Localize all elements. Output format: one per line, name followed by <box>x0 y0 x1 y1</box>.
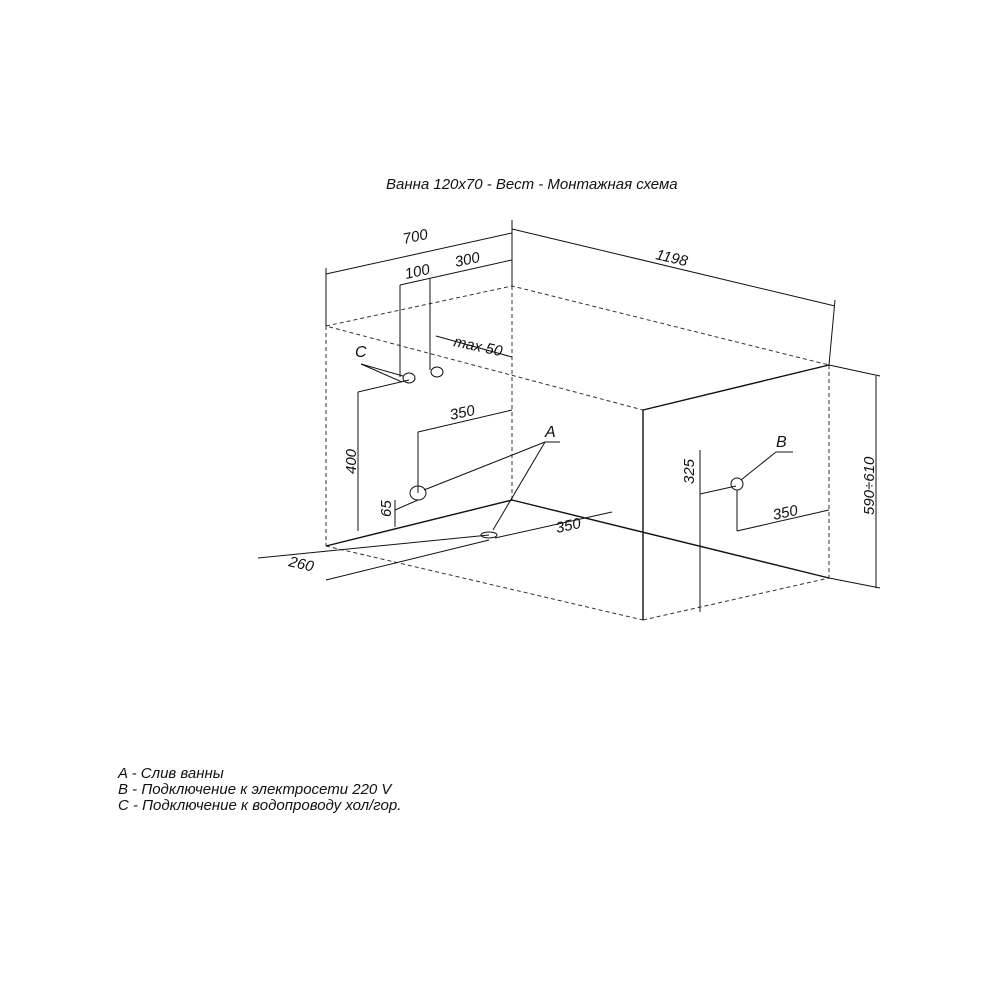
top-rim-dashed <box>326 286 829 410</box>
dim-350-bottom: 350 <box>554 515 583 537</box>
water-outlet-2 <box>431 367 443 377</box>
bath-outline <box>326 286 829 620</box>
panel-top-edge <box>643 365 829 410</box>
diagram-title: Ванна 120х70 - Вест - Монтажная схема <box>386 176 678 193</box>
dim-350-right: 350 <box>771 502 800 524</box>
legend-item-c: C - Подключение к водопроводу хол/гор. <box>118 797 402 814</box>
dim-max50: max 50 <box>452 333 504 361</box>
marker-b: B <box>776 434 787 451</box>
legend-item-a: A - Слив ванны <box>118 765 224 782</box>
marker-a: A <box>545 424 556 441</box>
dim-700: 700 <box>401 226 430 248</box>
legend <box>118 766 401 814</box>
dim-325: 325 <box>681 458 698 484</box>
top-dimensions <box>326 220 835 377</box>
drain-a <box>258 402 612 580</box>
dim-1198: 1198 <box>654 246 690 271</box>
legend-item-b: B - Подключение к электросети 220 V <box>118 781 392 798</box>
dim-100: 100 <box>403 261 432 283</box>
dim-line-1198 <box>512 229 835 306</box>
height-dimension <box>829 365 880 588</box>
dim-height: 590÷610 <box>861 456 878 515</box>
dim-260: 260 <box>287 553 316 576</box>
dim-400: 400 <box>343 448 360 474</box>
floor-wall-left <box>326 500 512 546</box>
dim-line-350-bottom <box>495 512 612 538</box>
dim-350-left: 350 <box>448 402 477 424</box>
marker-c: C <box>355 344 367 361</box>
electrical-connection-b <box>681 434 829 612</box>
dim-300: 300 <box>453 249 482 271</box>
dim-65: 65 <box>378 500 395 517</box>
